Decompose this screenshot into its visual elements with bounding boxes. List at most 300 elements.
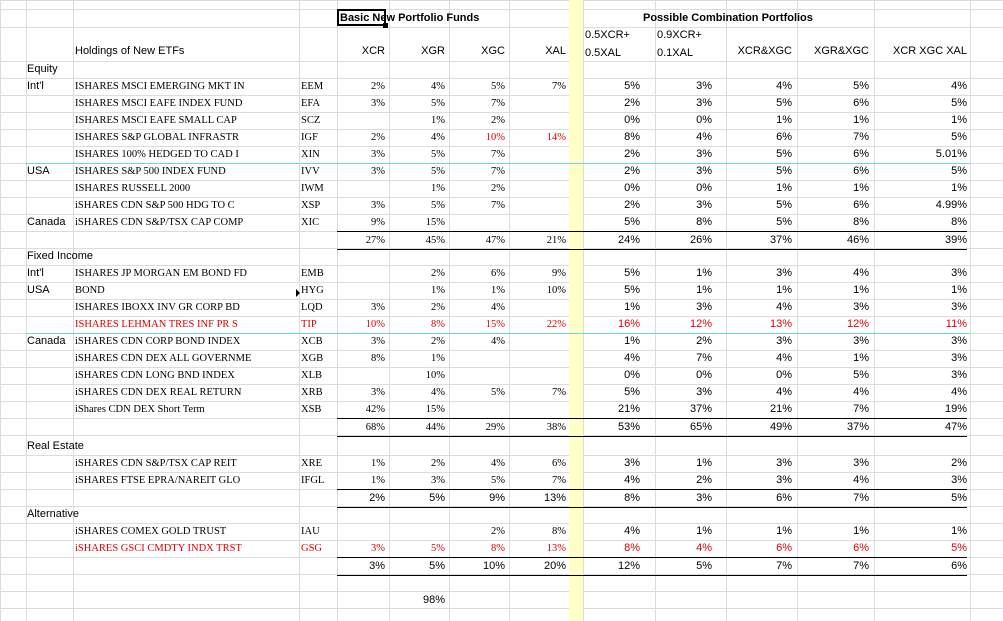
value-c2[interactable]: 3% [696,386,712,398]
ticker[interactable]: XSP [301,200,321,211]
value-c2[interactable]: 4% [696,542,712,554]
value-c4[interactable]: 3% [853,301,869,313]
value-c1[interactable]: 2% [624,199,640,211]
value-c3[interactable]: 5% [776,148,792,160]
value-xgc[interactable]: 7% [491,149,505,160]
value-xal[interactable]: 7% [552,81,566,92]
value-c3[interactable]: 3% [776,457,792,469]
value-xgr[interactable]: 10% [425,370,445,381]
value-c4[interactable]: 1% [853,284,869,296]
value-xal[interactable]: 14% [546,132,566,143]
value-c3[interactable]: 5% [776,97,792,109]
value-c1[interactable]: 5% [624,386,640,398]
value-c4[interactable]: 4% [853,267,869,279]
ticker[interactable]: IGF [301,132,318,143]
value-xgr[interactable]: 4% [431,132,445,143]
region-label[interactable]: Canada [27,216,66,228]
value-xal[interactable]: 22% [546,319,566,330]
value-c4[interactable]: 1% [853,352,869,364]
value-xcr[interactable]: 3% [371,387,385,398]
value-xgr[interactable]: 8% [431,319,445,330]
value-xcr[interactable]: 3% [371,200,385,211]
holding-name[interactable]: ISHARES 100% HEDGED TO CAD I [75,149,239,160]
value-c1[interactable]: 4% [624,352,640,364]
region-label[interactable]: Int'l [27,267,44,279]
subtotal-xgc[interactable]: 10% [482,560,505,572]
value-c5[interactable]: 5% [951,97,967,109]
value-c3[interactable]: 1% [776,182,792,194]
value-c2[interactable]: 3% [696,148,712,160]
value-c2[interactable]: 4% [696,131,712,143]
value-c3[interactable]: 4% [776,352,792,364]
value-c2[interactable]: 8% [696,216,712,228]
value-xgc[interactable] [449,401,505,418]
value-c3[interactable]: 6% [776,542,792,554]
value-c4[interactable]: 7% [853,131,869,143]
holding-name[interactable]: iSHARES FTSE EPRA/NAREIT GLO [75,475,241,486]
value-xal[interactable] [509,146,566,163]
value-xgr[interactable]: 2% [431,336,445,347]
value-c5[interactable]: 11% [945,318,967,330]
subtotal-xgc[interactable]: 29% [485,422,505,433]
subtotal-c3[interactable]: 37% [769,234,792,246]
value-xal[interactable] [509,180,566,197]
subtotal-xal[interactable]: 13% [543,492,566,504]
holding-name[interactable]: iSHARES CDN S&P/TSX CAP REIT [75,458,237,469]
value-xcr[interactable]: 2% [371,132,385,143]
value-c5[interactable]: 1% [951,525,967,537]
value-xgr[interactable]: 4% [431,81,445,92]
subtotal-c2[interactable]: 5% [696,560,712,572]
value-c4[interactable]: 6% [853,97,869,109]
col-header-xgc[interactable]: XGC [481,45,505,57]
value-c3[interactable]: 5% [776,199,792,211]
value-c5[interactable]: 5% [951,542,967,554]
subtotal-xgr[interactable]: 5% [429,560,445,572]
value-xcr[interactable]: 8% [371,353,385,364]
value-xal[interactable] [509,214,566,231]
holding-name[interactable]: iSHARES CDN DEX REAL RETURN [75,387,242,398]
value-c2[interactable]: 0% [696,182,712,194]
region-label[interactable]: Int'l [27,80,44,92]
col-header-xcr-xgc-xal[interactable]: XCR XGC XAL [893,45,967,57]
value-c5[interactable]: 3% [951,474,967,486]
value-xgr[interactable]: 5% [431,98,445,109]
value-xal[interactable]: 7% [552,387,566,398]
subtotal-xcr[interactable]: 3% [369,560,385,572]
subtotal-c4[interactable]: 46% [846,234,869,246]
value-c4[interactable]: 6% [853,148,869,160]
value-c4[interactable]: 7% [853,403,869,415]
subtotal-c1[interactable]: 53% [617,421,640,433]
value-xal[interactable]: 10% [546,285,566,296]
combo2-header-line1[interactable]: 0.9XCR+ [657,29,702,41]
holding-name[interactable]: ISHARES IBOXX INV GR CORP BD [75,302,240,313]
value-xgc[interactable]: 7% [491,98,505,109]
value-xcr[interactable]: 3% [371,98,385,109]
value-xgc[interactable]: 10% [485,132,505,143]
value-c2[interactable]: 1% [696,284,712,296]
value-xcr[interactable] [337,367,385,384]
ticker[interactable]: GSG [301,543,323,554]
value-c4[interactable]: 5% [853,369,869,381]
value-xgr[interactable]: 5% [431,149,445,160]
value-xgc[interactable]: 6% [491,268,505,279]
value-xgr[interactable]: 1% [431,353,445,364]
value-xal[interactable] [509,401,566,418]
combo2-header-line2[interactable]: 0.1XAL [657,47,694,59]
value-xcr[interactable] [337,265,385,282]
subtotal-xcr[interactable]: 27% [365,235,385,246]
ticker[interactable]: XRB [301,387,323,398]
value-c5[interactable]: 3% [951,352,967,364]
value-xgc[interactable]: 2% [491,115,505,126]
ticker[interactable]: XIC [301,217,320,228]
ticker[interactable]: IVV [301,166,320,177]
value-c2[interactable]: 3% [696,80,712,92]
value-c2[interactable]: 2% [696,335,712,347]
value-xal[interactable] [509,367,566,384]
value-c3[interactable]: 3% [776,335,792,347]
value-c3[interactable]: 3% [776,267,792,279]
holding-name[interactable]: iSHARES COMEX GOLD TRUST [75,526,227,537]
value-c4[interactable]: 3% [853,457,869,469]
value-c4[interactable]: 6% [853,199,869,211]
value-xcr[interactable] [337,523,385,540]
col-header-xal[interactable]: XAL [545,45,566,57]
subtotal-c3[interactable]: 7% [776,560,792,572]
value-xal[interactable]: 8% [552,526,566,537]
value-c1[interactable]: 5% [624,284,640,296]
value-xcr[interactable]: 3% [371,543,385,554]
value-c2[interactable]: 0% [696,114,712,126]
value-xgc[interactable] [449,350,505,367]
value-c5[interactable]: 1% [951,114,967,126]
value-xal[interactable] [509,163,566,180]
value-c1[interactable]: 8% [624,542,640,554]
ticker[interactable]: SCZ [301,115,321,126]
subtotal-xgc[interactable]: 9% [489,492,505,504]
section-equity[interactable]: Equity [27,63,58,75]
holding-name[interactable]: BOND [75,285,105,296]
value-xgc[interactable] [449,367,505,384]
value-c1[interactable]: 2% [624,97,640,109]
value-c1[interactable]: 0% [624,369,640,381]
value-c3[interactable]: 1% [776,525,792,537]
value-c2[interactable]: 1% [696,457,712,469]
value-xal[interactable] [509,112,566,129]
value-xgc[interactable]: 7% [491,200,505,211]
subtotal-c2[interactable]: 26% [689,234,712,246]
value-c2[interactable]: 7% [696,352,712,364]
holding-name[interactable]: iSHARES CDN DEX ALL GOVERNME [75,353,252,364]
value-c3[interactable]: 4% [776,301,792,313]
subtotal-c5[interactable]: 5% [951,492,967,504]
value-c2[interactable]: 0% [696,369,712,381]
section-fixed-income[interactable]: Fixed Income [27,250,94,262]
value-xcr[interactable] [337,282,385,299]
value-c1[interactable]: 16% [617,318,640,330]
value-xal[interactable]: 9% [552,268,566,279]
subtotal-c2[interactable]: 65% [689,421,712,433]
ticker[interactable]: EEM [301,81,324,92]
value-xcr[interactable]: 9% [371,217,385,228]
holding-name[interactable]: ISHARES MSCI EAFE INDEX FUND [75,98,243,109]
value-xgr[interactable]: 3% [431,475,445,486]
value-c3[interactable]: 1% [776,284,792,296]
value-xcr[interactable]: 1% [371,475,385,486]
subtotal-xgr[interactable]: 44% [425,422,445,433]
value-c1[interactable]: 5% [624,216,640,228]
value-xgr[interactable]: 2% [431,302,445,313]
value-c4[interactable]: 12% [846,318,869,330]
value-c2[interactable]: 37% [689,403,712,415]
value-c2[interactable]: 1% [696,267,712,279]
value-xal[interactable]: 13% [546,543,566,554]
value-xcr[interactable]: 3% [371,336,385,347]
value-xcr[interactable]: 42% [365,404,385,415]
value-c5[interactable]: 1% [951,284,967,296]
subtotal-c4[interactable]: 7% [853,560,869,572]
value-xcr[interactable]: 10% [365,319,385,330]
value-xgc[interactable]: 5% [491,475,505,486]
value-c5[interactable]: 3% [951,369,967,381]
holding-name[interactable]: ISHARES JP MORGAN EM BOND FD [75,268,248,279]
value-c5[interactable]: 4% [951,386,967,398]
holding-name[interactable]: iSHARES CDN LONG BND INDEX [75,370,235,381]
value-c4[interactable]: 6% [853,542,869,554]
section-alternative[interactable]: Alternative [27,508,79,520]
value-xgr[interactable]: 1% [431,183,445,194]
value-xgc[interactable]: 5% [491,387,505,398]
holding-name[interactable]: ISHARES MSCI EMERGING MKT IN [75,81,245,92]
holding-name[interactable]: ISHARES LEHMAN TRES INF PR S [75,319,238,330]
value-xgc[interactable] [449,214,505,231]
value-c4[interactable]: 8% [853,216,869,228]
value-xal[interactable] [509,95,566,112]
value-xal[interactable] [509,350,566,367]
ticker[interactable]: TIP [301,319,317,330]
region-label[interactable]: Canada [27,335,66,347]
holding-name[interactable]: ISHARES S&P 500 INDEX FUND [75,166,226,177]
value-xgc[interactable]: 15% [485,319,505,330]
holding-name[interactable]: iSHARES CDN S&P/TSX CAP COMP [75,217,244,228]
ticker[interactable]: IFGL [301,475,325,486]
value-c4[interactable]: 1% [853,114,869,126]
value-xcr[interactable]: 2% [371,81,385,92]
value-xcr[interactable]: 3% [371,166,385,177]
subtotal-c4[interactable]: 37% [846,421,869,433]
value-c4[interactable]: 4% [853,474,869,486]
holding-name[interactable]: iSHARES CDN CORP BOND INDEX [75,336,241,347]
value-c3[interactable]: 1% [776,114,792,126]
ticker[interactable]: IWM [301,183,324,194]
value-xgc[interactable]: 5% [491,81,505,92]
value-c5[interactable]: 19% [944,403,967,415]
value-xal[interactable] [509,197,566,214]
grand-total[interactable]: 98% [422,594,445,606]
value-c3[interactable]: 6% [776,131,792,143]
value-c2[interactable]: 3% [696,301,712,313]
section-real-estate[interactable]: Real Estate [27,440,84,452]
value-c1[interactable]: 1% [624,301,640,313]
col-header-xcr-xgc[interactable]: XCR&XGC [737,45,792,57]
value-xal[interactable]: 7% [552,475,566,486]
value-c1[interactable]: 5% [624,267,640,279]
value-c2[interactable]: 3% [696,97,712,109]
value-c5[interactable]: 3% [951,335,967,347]
ticker[interactable]: XSB [301,404,322,415]
value-c5[interactable]: 2% [951,457,967,469]
value-c1[interactable]: 3% [624,457,640,469]
value-xgc[interactable]: 1% [491,285,505,296]
col-header-xcr[interactable]: XCR [361,45,385,57]
value-c4[interactable]: 1% [853,525,869,537]
subtotal-c3[interactable]: 6% [776,492,792,504]
value-c5[interactable]: 5% [951,131,967,143]
subtotal-xal[interactable]: 21% [546,235,566,246]
value-xgr[interactable]: 5% [431,543,445,554]
value-xcr[interactable]: 3% [371,302,385,313]
subtotal-xcr[interactable]: 68% [365,422,385,433]
ticker[interactable]: XRE [301,458,322,469]
holding-name[interactable]: iShares CDN DEX Short Term [75,404,205,415]
value-c1[interactable]: 21% [617,403,640,415]
value-c2[interactable]: 12% [689,318,712,330]
value-c5[interactable]: 5.01% [935,148,967,160]
col-header-xgr-xgc[interactable]: XGR&XGC [813,45,869,57]
holding-name[interactable]: ISHARES MSCI EAFE SMALL CAP [75,115,237,126]
value-xgc[interactable]: 7% [491,166,505,177]
value-c3[interactable]: 5% [776,216,792,228]
value-c4[interactable]: 3% [853,335,869,347]
value-c2[interactable]: 3% [696,165,712,177]
value-c2[interactable]: 3% [696,199,712,211]
value-xcr[interactable]: 1% [371,458,385,469]
subtotal-c5[interactable]: 6% [951,560,967,572]
ticker[interactable]: EFA [301,98,321,109]
value-xgc[interactable]: 4% [491,336,505,347]
value-c3[interactable]: 0% [776,369,792,381]
value-xgr[interactable]: 15% [425,404,445,415]
subtotal-xal[interactable]: 38% [546,422,566,433]
value-c1[interactable]: 5% [624,80,640,92]
subtotal-c1[interactable]: 12% [617,560,640,572]
value-xgr[interactable]: 1% [431,285,445,296]
value-xcr[interactable] [337,112,385,129]
value-c1[interactable]: 0% [624,182,640,194]
value-xgr[interactable]: 5% [431,166,445,177]
combo1-header-line1[interactable]: 0.5XCR+ [585,29,630,41]
subtotal-xgc[interactable]: 47% [485,235,505,246]
value-xal[interactable] [509,333,566,350]
value-c1[interactable]: 2% [624,165,640,177]
combo-portfolios-title[interactable]: Possible Combination Portfolios [643,12,813,24]
value-xgc[interactable]: 4% [491,458,505,469]
value-xal[interactable] [509,299,566,316]
ticker[interactable]: XGB [301,353,324,364]
subtotal-xgr[interactable]: 45% [425,235,445,246]
value-c4[interactable]: 6% [853,165,869,177]
value-c3[interactable]: 21% [769,403,792,415]
subtotal-c1[interactable]: 24% [617,234,640,246]
value-c5[interactable]: 4% [951,80,967,92]
value-c3[interactable]: 4% [776,80,792,92]
value-c4[interactable]: 5% [853,80,869,92]
value-c2[interactable]: 1% [696,525,712,537]
subtotal-xgr[interactable]: 5% [429,492,445,504]
holding-name[interactable]: iSHARES CDN S&P 500 HDG TO C [75,200,235,211]
ticker[interactable]: IAU [301,526,320,537]
value-xgr[interactable] [389,523,445,540]
basic-funds-title[interactable]: Basic New Portfolio Funds [340,12,480,24]
value-xgr[interactable]: 4% [431,387,445,398]
value-c3[interactable]: 13% [769,318,792,330]
value-c1[interactable]: 4% [624,474,640,486]
value-xgc[interactable]: 2% [491,526,505,537]
value-c3[interactable]: 4% [776,386,792,398]
holdings-label[interactable]: Holdings of New ETFs [75,45,185,57]
value-c1[interactable]: 4% [624,525,640,537]
value-c5[interactable]: 3% [951,301,967,313]
subtotal-c2[interactable]: 3% [696,492,712,504]
subtotal-c5[interactable]: 39% [944,234,967,246]
value-c5[interactable]: 8% [951,216,967,228]
holding-name[interactable]: ISHARES RUSSELL 2000 [75,183,191,194]
value-c3[interactable]: 3% [776,474,792,486]
value-c5[interactable]: 4.99% [935,199,967,211]
col-header-xgr[interactable]: XGR [421,45,445,57]
ticker[interactable]: XCB [301,336,323,347]
subtotal-c4[interactable]: 7% [853,492,869,504]
ticker[interactable]: HYG [301,285,324,296]
value-xcr[interactable]: 3% [371,149,385,160]
value-c4[interactable]: 4% [853,386,869,398]
subtotal-xal[interactable]: 20% [543,560,566,572]
value-c5[interactable]: 5% [951,165,967,177]
value-c1[interactable]: 0% [624,114,640,126]
value-c2[interactable]: 2% [696,474,712,486]
value-c5[interactable]: 1% [951,182,967,194]
holding-name[interactable]: iSHARES GSCI CMDTY INDX TRST [75,543,242,554]
value-xgr[interactable]: 5% [431,200,445,211]
holding-name[interactable]: ISHARES S&P GLOBAL INFRASTR [75,132,240,143]
subtotal-c5[interactable]: 47% [944,421,967,433]
value-c1[interactable]: 2% [624,148,640,160]
value-xcr[interactable] [337,180,385,197]
region-label[interactable]: USA [27,165,50,177]
region-label[interactable]: USA [27,284,50,296]
combo1-header-line2[interactable]: 0.5XAL [585,47,622,59]
value-c4[interactable]: 1% [853,182,869,194]
ticker[interactable]: XIN [301,149,320,160]
subtotal-xcr[interactable]: 2% [369,492,385,504]
value-c3[interactable]: 5% [776,165,792,177]
value-xgr[interactable]: 2% [431,268,445,279]
ticker[interactable]: EMB [301,268,324,279]
value-c1[interactable]: 8% [624,131,640,143]
subtotal-c1[interactable]: 8% [624,492,640,504]
ticker[interactable]: XLB [301,370,322,381]
value-xal[interactable]: 6% [552,458,566,469]
value-xgc[interactable]: 8% [491,543,505,554]
ticker[interactable]: LQD [301,302,323,313]
value-c1[interactable]: 1% [624,335,640,347]
subtotal-c3[interactable]: 49% [769,421,792,433]
value-xgr[interactable]: 2% [431,458,445,469]
value-xgc[interactable]: 4% [491,302,505,313]
value-xgr[interactable]: 15% [425,217,445,228]
